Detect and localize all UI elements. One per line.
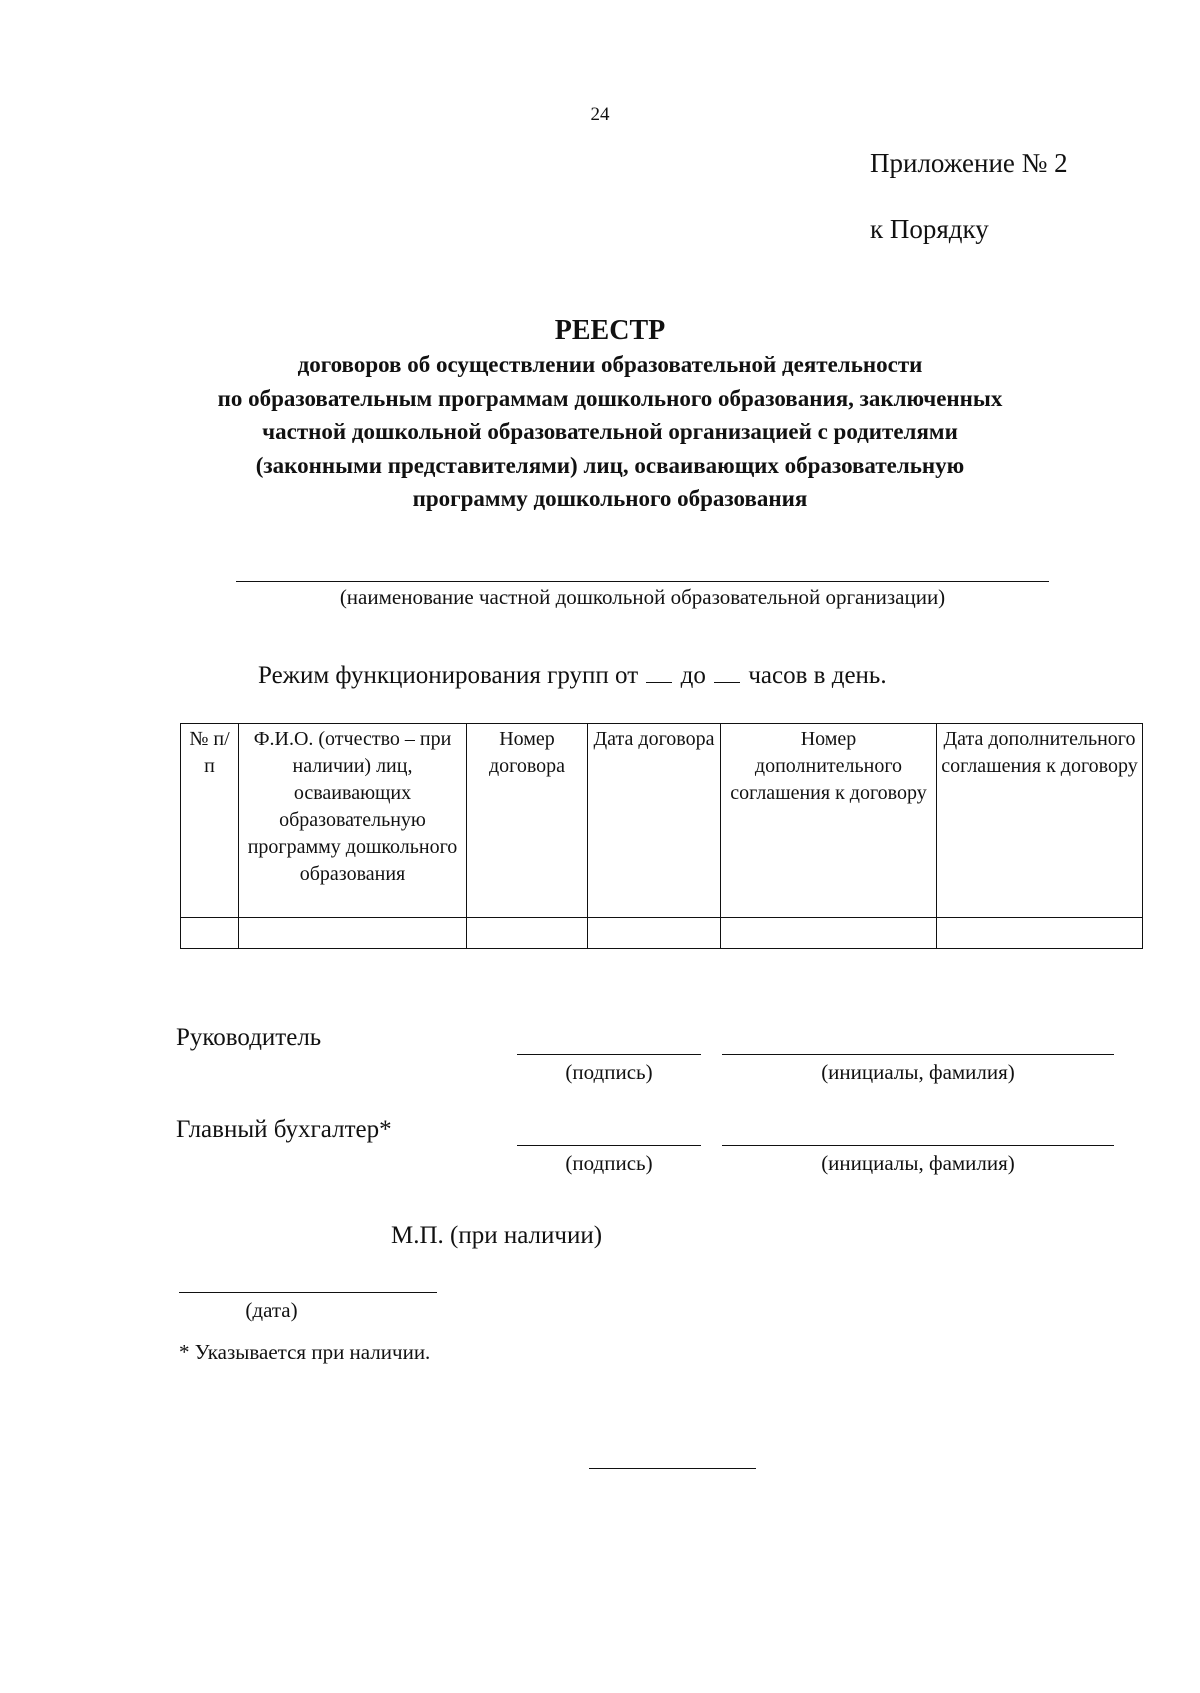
subtitle-line: частной дошкольной образовательной организацией с родителями (262, 419, 958, 444)
registry-table (180, 723, 1143, 949)
head-signature-caption: (подпись) (565, 1060, 653, 1084)
subtitle-line: (законными представителями) лиц, осваивающих образовательную (255, 452, 965, 478)
subtitle-line: договоров об осуществлении образовательной деятельности (297, 352, 923, 377)
column-header-number: № п/п (181, 724, 239, 918)
head-signature-field[interactable] (517, 1054, 701, 1055)
table-cell[interactable] (721, 918, 937, 949)
table-cell[interactable] (937, 918, 1143, 949)
organization-name-field[interactable] (236, 581, 1049, 582)
head-label: Руководитель (176, 1024, 322, 1051)
subtitle-line: по образовательным программам дошкольного образования, заключенных (217, 385, 1003, 411)
stamp-label: М.П. (при наличии) (391, 1222, 603, 1249)
date-caption: (дата) (245, 1298, 298, 1322)
hours-from-field[interactable] (646, 660, 672, 683)
head-name-field[interactable] (722, 1054, 1114, 1055)
document-title: РЕЕСТР (554, 315, 666, 346)
operating-mode-line (258, 660, 887, 690)
table-cell[interactable] (467, 918, 588, 949)
column-header-contract-number: Номер договора (467, 724, 588, 918)
column-header-full-name: Ф.И.О. (отчество – при наличии) лиц, осваивающих образовательную программу дошкольного образования (239, 724, 467, 918)
table-cell[interactable] (588, 918, 721, 949)
column-header-agreement-date: Дата дополнительного соглашения к договору (937, 724, 1143, 918)
accountant-name-caption: (инициалы, фамилия) (821, 1151, 1015, 1175)
appendix-label: Приложение № 2 (870, 148, 1068, 178)
end-divider (589, 1468, 756, 1469)
table-header-row (181, 724, 1143, 918)
table-cell[interactable] (181, 918, 239, 949)
accountant-signature-field[interactable] (517, 1145, 701, 1146)
table-row (181, 918, 1143, 949)
hours-to-field[interactable] (714, 660, 740, 683)
table-cell[interactable] (239, 918, 467, 949)
subtitle-line: программу дошкольного образования (412, 486, 808, 511)
title-block (140, 314, 1080, 516)
accountant-signature-caption: (подпись) (565, 1151, 653, 1175)
date-field[interactable] (179, 1292, 437, 1293)
column-header-contract-date: Дата договора (588, 724, 721, 918)
head-name-caption: (инициалы, фамилия) (821, 1060, 1015, 1084)
accountant-name-field[interactable] (722, 1145, 1114, 1146)
order-reference: к Порядку (870, 214, 989, 244)
page-number: 24 (590, 104, 610, 125)
footnote: * Указывается при наличии. (179, 1340, 431, 1364)
column-header-agreement-number: Номер дополнительного соглашения к договору (721, 724, 937, 918)
mode-suffix: часов в день. (748, 662, 887, 689)
mode-middle: до (680, 662, 706, 689)
organization-name-caption: (наименование частной дошкольной образовательной организации) (339, 585, 946, 609)
mode-prefix: Режим функционирования групп от (258, 662, 639, 689)
accountant-label: Главный бухгалтер* (176, 1116, 392, 1143)
